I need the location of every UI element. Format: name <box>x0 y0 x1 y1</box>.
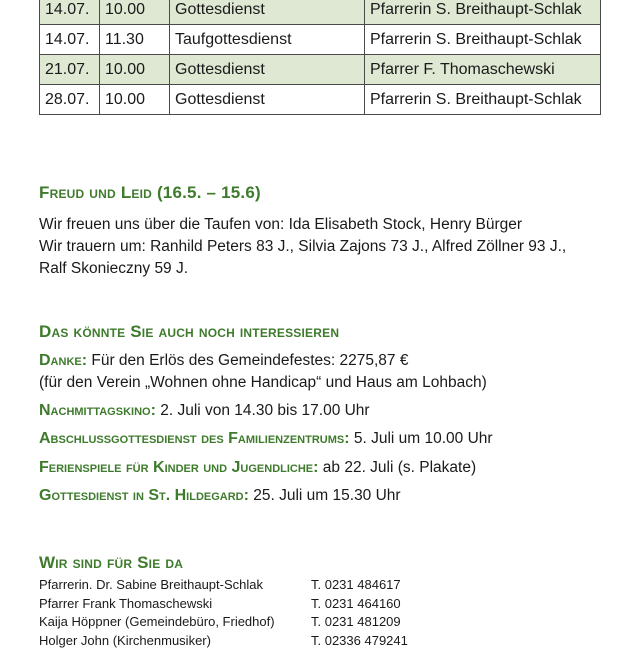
ferien-label: Ferienspiele für Kinder und Jugendliche: <box>39 459 319 476</box>
schedule-event: Gottesdienst <box>170 85 365 115</box>
schedule-event: Gottesdienst <box>170 0 365 25</box>
contact-row <box>39 614 459 633</box>
schedule-person: Pfarrer F. Thomaschewski <box>365 55 601 85</box>
baptisms-line: Wir freuen uns über die Taufen von: Ida Elisabeth Stock, Henry Bürger <box>39 216 523 233</box>
schedule-time: 10.00 <box>100 0 170 25</box>
abschluss-label: Abschlussgottesdienst des Familienzentrums: <box>39 430 350 447</box>
schedule-date: 14.07. <box>40 25 100 55</box>
kino-item <box>39 402 370 420</box>
freud-leid-text <box>39 214 566 280</box>
kino-text: 2. Juli von 14.30 bis 17.00 Uhr <box>155 402 370 419</box>
schedule-time: 11.30 <box>100 25 170 55</box>
schedule-row <box>40 55 601 85</box>
schedule-event: Taufgottesdienst <box>170 25 365 55</box>
danke-item <box>39 352 408 370</box>
mourning-line: Wir trauern um: Ranhild Peters 83 J., Silvia Zajons 73 J., Alfred Zöllner 93 J., <box>39 238 567 255</box>
kino-label: Nachmittagskino: <box>39 402 156 419</box>
contact-phone: T. 0231 484617 <box>311 577 401 592</box>
schedule-time: 10.00 <box>100 85 170 115</box>
schedule-row <box>40 85 601 115</box>
schedule-event: Gottesdienst <box>170 55 365 85</box>
schedule-body <box>40 0 601 115</box>
interesting-heading: Das könnte Sie auch noch interessieren <box>39 322 340 341</box>
contact-name: Holger John (Kirchenmusiker) <box>39 633 211 649</box>
contact-row <box>39 633 459 652</box>
contact-list <box>39 577 459 652</box>
schedule-person: Pfarrerin S. Breithaupt-Schlak <box>365 25 601 55</box>
schedule-date: 28.07. <box>40 85 100 115</box>
danke-text: Für den Erlös des Gemeindefestes: 2275,87 € <box>87 352 409 369</box>
ferien-item <box>39 459 476 477</box>
danke-label: Danke: <box>39 352 88 369</box>
contact-heading: Wir sind für Sie da <box>39 553 184 572</box>
hildegard-item <box>39 487 401 505</box>
contact-phone: T. 0231 464160 <box>311 595 401 611</box>
schedule-date: 21.07. <box>40 55 100 85</box>
mourning-line-continued: Ralf Skonieczny 59 J. <box>39 260 189 277</box>
freud-leid-heading: Freud und Leid (16.5. – 15.6) <box>39 183 261 202</box>
schedule-person: Pfarrerin S. Breithaupt-Schlak <box>365 0 601 25</box>
contact-name: Kaija Höppner (Gemeindebüro, Friedhof) <box>39 614 275 630</box>
contact-row <box>39 596 459 615</box>
schedule-date: 14.07. <box>40 0 100 25</box>
contact-phone: T. 02336 479241 <box>311 633 408 649</box>
schedule-person: Pfarrerin S. Breithaupt-Schlak <box>365 85 601 115</box>
hildegard-text: 25. Juli um 15.30 Uhr <box>248 487 401 504</box>
contact-phone: T. 0231 481209 <box>311 614 401 630</box>
schedule-row <box>40 0 601 25</box>
danke-note: (für den Verein „Wohnen ohne Handicap“ und Haus am Lohbach) <box>39 374 487 391</box>
abschluss-text: 5. Juli um 10.00 Uhr <box>349 430 493 447</box>
hildegard-label: Gottesdienst in St. Hildegard: <box>39 487 249 504</box>
schedule-row <box>40 25 601 55</box>
contact-row <box>39 577 459 596</box>
abschluss-item <box>39 430 493 448</box>
ferien-text: ab 22. Juli (s. Plakate) <box>318 459 477 476</box>
schedule-time: 10.00 <box>100 55 170 85</box>
service-schedule-table <box>39 0 601 115</box>
contact-name: Pfarrer Frank Thomaschewski <box>39 595 213 611</box>
contact-name: Pfarrerin. Dr. Sabine Breithaupt-Schlak <box>39 577 263 592</box>
